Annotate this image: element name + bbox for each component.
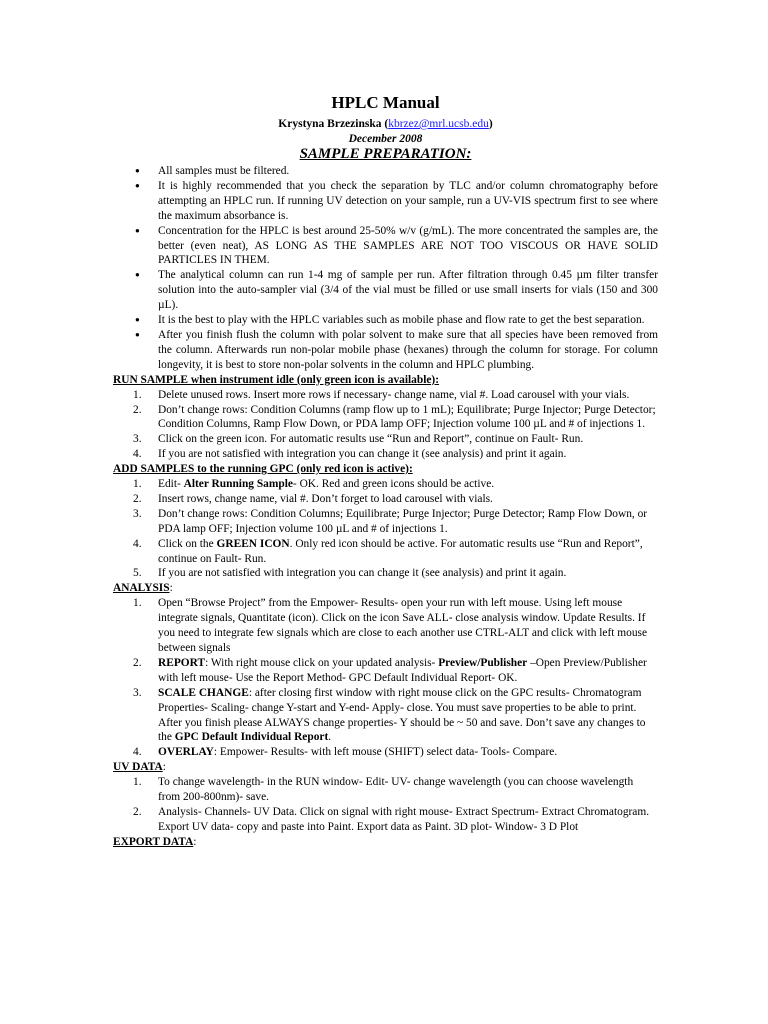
item-text: Don’t change rows: Condition Columns; Equilibrate; Purge Injector; Purge Detector; Ramp Flow Down, or PDA lamp OFF; Injection volume 100 µL and # of injections 1. — [158, 507, 648, 535]
item-number: 1. — [133, 597, 142, 610]
list-item: ● The analytical column can run 1-4 mg of sample per run. After filtration through 0.45 µm filter transfer solution into the auto-sampler vial (3/4 of the vial must be filled or use small inserts for vials (150 and 300 µL). — [113, 268, 658, 313]
item-number: 1. — [133, 478, 142, 491]
item-text: - OK. Red and green icons should be active. — [292, 478, 495, 491]
item-number: 4. — [133, 746, 142, 759]
list-item: ● It is highly recommended that you check the separation by TLC and/or column chromatography before attempting an HPLC run. If running UV detection on your sample, run a UV-VIS spectrum first to see where the maximum absorbance is. — [113, 179, 658, 224]
list-item — [113, 403, 658, 433]
document-title: HPLC Manual — [331, 93, 440, 112]
item-text: : With right mouse click on your updated analysis- — [205, 656, 439, 669]
list-item — [113, 492, 658, 507]
item-text: If you are not satisfied with integration you can change it (see analysis) and print it again. — [158, 448, 567, 461]
item-number: 2. — [133, 656, 142, 669]
item-number: 2. — [133, 805, 142, 818]
heading-run-sample: RUN SAMPLE when instrument idle (only green icon is available): — [113, 373, 440, 386]
item-text: Open “Browse Project” from the Empower- Results- open your run with left mouse. Using left mouse integrate signals, Quantitate (icon). Click on the icon Save ALL- close analysis window. Update Results. If you need to integrate few signals which are close to each another use CTRL-ALT and click with left mouse between signals — [158, 597, 648, 654]
item-text: Don’t change rows: Condition Columns (ramp flow up to 1 mL); Equilibrate; Purge Injector; Purge Detector; Condition Columns, Ramp Flow Down, or PDA lamp OFF; Injection volume 100 µL and # of injections 1. — [158, 403, 656, 431]
list-item — [113, 477, 658, 492]
author-email-link[interactable]: kbrzez@mrl.ucsb.edu — [388, 118, 489, 130]
item-text: : Empower- Results- with left mouse (SHIFT) select data- Tools- Compare. — [213, 746, 558, 759]
item-text: To change wavelength- in the RUN window- Edit- UV- change wavelength (you can choose wavelength from 200-800nm)- save. — [158, 776, 634, 804]
uv-data-list — [113, 775, 658, 835]
heading-export-data: EXPORT DATA — [113, 835, 194, 848]
heading-uv-data: UV DATA — [113, 761, 163, 774]
item-text-bold: Alter Running Sample — [183, 478, 293, 491]
item-text-bold: SCALE CHANGE — [158, 686, 249, 699]
list-item — [113, 537, 658, 567]
item-text-bold: OVERLAY — [158, 746, 214, 759]
item-text: Edit- — [158, 478, 184, 491]
item-number: 3. — [133, 507, 142, 520]
item-number: 3. — [133, 433, 142, 446]
list-item — [113, 686, 658, 746]
sample-preparation-list — [113, 164, 658, 373]
run-sample-list — [113, 388, 658, 463]
author-name: Krystyna Brzezinska — [278, 118, 382, 130]
analysis-list — [113, 596, 658, 760]
list-item — [113, 447, 658, 462]
item-text: . — [328, 731, 332, 744]
item-text-bold: REPORT — [158, 656, 206, 669]
item-text: Analysis- Channels- UV Data. Click on signal with right mouse- Extract Spectrum- Extract Chromatogram. Export UV data- copy and paste into Paint. Export data as Paint. 3D plot- Window- 3 D Plot — [158, 805, 650, 833]
list-item — [113, 507, 658, 537]
heading-add-samples: ADD SAMPLES to the running GPC (only red icon is active): — [113, 463, 413, 476]
list-item — [113, 745, 658, 760]
item-text: : after closing first window with right mouse click on the GPC results- Chromatogram Properties- Scaling- change Y-start and Y-end- Apply- close. You must save properties to be able to print. After you finish please ALWAYS change properties- Y should be ~ 50 and save. Don’t save any changes to the — [158, 686, 646, 744]
item-text-bold: GREEN ICON — [216, 537, 290, 550]
heading-colon: : — [193, 835, 197, 848]
heading-analysis: ANALYSIS — [113, 582, 170, 595]
list-item — [113, 775, 658, 805]
heading-colon: : — [162, 761, 166, 774]
document-date: December 2008 — [348, 133, 423, 145]
item-number: 1. — [133, 776, 142, 789]
list-item: ● It is the best to play with the HPLC variables such as mobile phase and flow rate to get the best separation. — [113, 313, 658, 328]
item-number: 4. — [133, 537, 142, 550]
item-text: Click on the — [158, 537, 217, 550]
heading-uv-data-line — [113, 760, 658, 775]
section-title-sample-preparation: SAMPLE PREPARATION: — [299, 146, 472, 162]
item-number: 2. — [133, 403, 142, 416]
author-line: Krystyna Brzezinska (kbrzez@mrl.ucsb.edu) — [278, 118, 493, 130]
item-text: If you are not satisfied with integration you can change it (see analysis) and print it again. — [158, 567, 567, 580]
list-item: ● After you finish flush the column with polar solvent to make sure that all species have been removed from the column. Afterwards run non-polar mobile phase (hexanes) through the column for storage. For column longevity, it is best to store non-polar solvents in the column and HPLC plumbing. — [113, 328, 658, 373]
item-number: 4. — [133, 448, 142, 461]
item-text: Click on the green icon. For automatic results use “Run and Report”, continue on Fault- Run. — [158, 433, 584, 446]
item-text: –Open Preview/Publisher with left mouse- Use the Report Method- GPC Default Individual Report- OK. — [158, 656, 647, 684]
list-item — [113, 566, 658, 581]
add-samples-list — [113, 477, 658, 581]
list-item — [113, 596, 658, 656]
list-item: ● All samples must be filtered. — [113, 164, 658, 179]
item-number: 1. — [133, 388, 142, 401]
list-item — [113, 388, 658, 403]
list-item — [113, 805, 658, 835]
document-page — [113, 93, 658, 850]
heading-colon: : — [169, 582, 173, 595]
list-item — [113, 656, 658, 686]
item-text: Delete unused rows. Insert more rows if necessary- change name, vial #. Load carousel with your vials. — [158, 388, 630, 401]
item-number: 3. — [133, 686, 142, 699]
list-item — [113, 432, 658, 447]
item-text-bold: Preview/Publisher — [438, 656, 528, 669]
item-text: Insert rows, change name, vial #. Don’t forget to load carousel with vials. — [158, 492, 493, 505]
heading-analysis-line — [113, 581, 658, 596]
item-number: 2. — [133, 492, 142, 505]
item-text: . Only red icon should be active. For automatic results use “Run and Report”, continue on Fault- Run. — [158, 537, 643, 565]
item-number: 5. — [133, 567, 142, 580]
heading-export-data-line — [113, 835, 658, 850]
item-text-bold: GPC Default Individual Report — [174, 731, 329, 744]
list-item: ● Concentration for the HPLC is best around 25-50% w/v (g/mL). The more concentrated the samples are, the better (even neat), AS LONG AS THE SAMPLES ARE NOT TOO VISCOUS OR HAVE SOLID PARTICLES IN THEM. — [113, 224, 658, 269]
